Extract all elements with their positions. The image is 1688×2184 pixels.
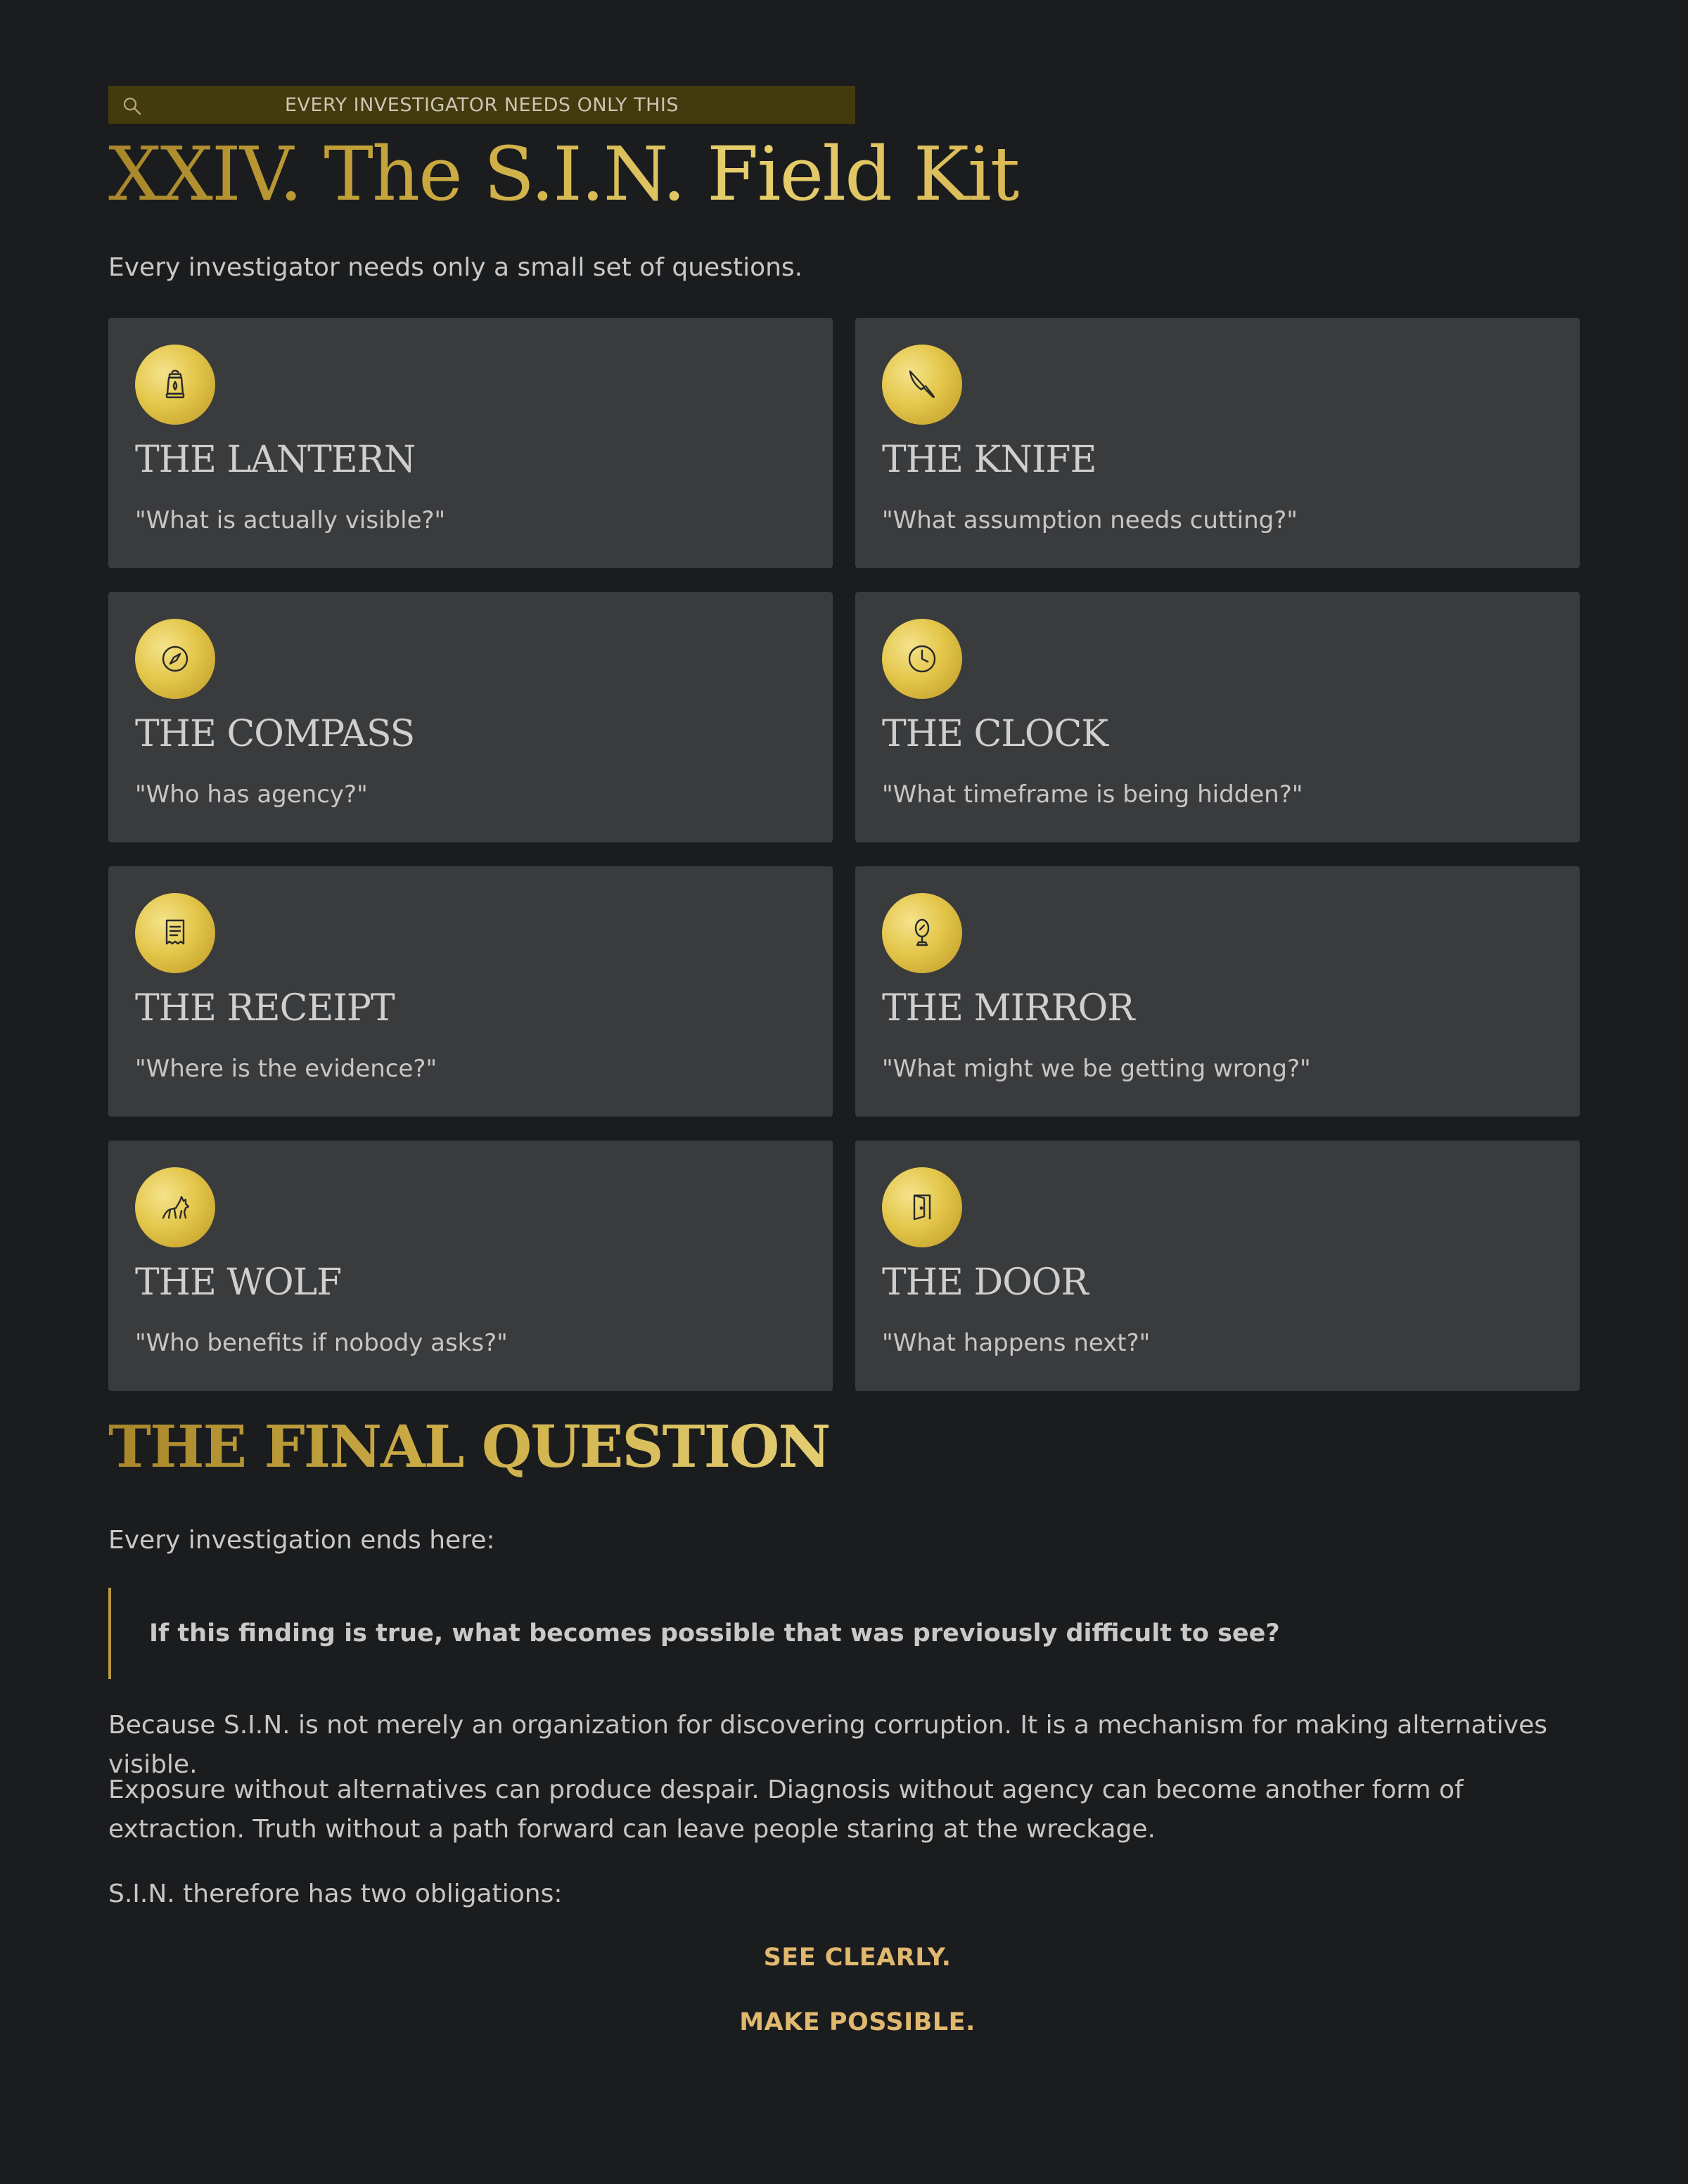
motto-see-clearly: SEE CLEARLY. — [763, 1944, 952, 1972]
final-intro: Every investigation ends here: — [108, 1526, 495, 1555]
motto-make-possible: MAKE POSSIBLE. — [739, 2008, 976, 2036]
tool-title: THE WOLF — [135, 1261, 342, 1304]
tool-question: "Where is the evidence?" — [135, 1055, 437, 1083]
tool-card-receipt — [108, 866, 833, 1117]
knife-icon — [882, 345, 962, 425]
tool-card-mirror — [855, 866, 1580, 1117]
final-quote-text: If this finding is true, what becomes possible that was previously difficult to see? — [149, 1619, 1280, 1647]
tool-question: "What might we be getting wrong?" — [882, 1055, 1311, 1083]
compass-icon — [135, 619, 215, 699]
paragraph: S.I.N. therefore has two obligations: — [108, 1880, 563, 1908]
tool-card-lantern — [108, 318, 833, 568]
search-icon[interactable] — [121, 95, 143, 117]
tool-title: THE COMPASS — [135, 713, 415, 755]
search-banner[interactable] — [108, 86, 855, 124]
tool-title: THE RECEIPT — [135, 987, 395, 1029]
paragraph: Because S.I.N. is not merely an organization for discovering corruption. It is a mechanism for making alternatives visible. — [108, 1711, 1547, 1779]
tool-card-knife — [855, 318, 1580, 568]
tool-question: "What is actually visible?" — [135, 506, 446, 534]
banner-text: EVERY INVESTIGATOR NEEDS ONLY THIS — [284, 94, 679, 116]
tool-question: "What happens next?" — [882, 1329, 1151, 1357]
lantern-icon — [135, 345, 215, 425]
paragraph: Exposure without alternatives can produce despair. Diagnosis without agency can become another form of extraction. Truth without a path forward can leave people staring at the wreckage. — [108, 1775, 1464, 1844]
door-icon — [882, 1167, 962, 1247]
tool-question: "What assumption needs cutting?" — [882, 506, 1298, 534]
wolf-icon — [135, 1167, 215, 1247]
tool-title: THE KNIFE — [882, 439, 1096, 481]
tool-title: THE MIRROR — [882, 987, 1134, 1029]
tool-card-clock — [855, 592, 1580, 842]
tool-card-door — [855, 1141, 1580, 1391]
final-question-title: THE FINAL QUESTION — [108, 1413, 830, 1481]
mirror-icon — [882, 893, 962, 973]
tool-card-compass — [108, 592, 833, 842]
tool-question: "Who benefits if nobody asks?" — [135, 1329, 508, 1357]
tool-question: "What timeframe is being hidden?" — [882, 781, 1303, 809]
tool-title: THE CLOCK — [882, 713, 1108, 755]
clock-icon — [882, 619, 962, 699]
tool-title: THE DOOR — [882, 1261, 1088, 1304]
tool-card-wolf — [108, 1141, 833, 1391]
receipt-icon — [135, 893, 215, 973]
final-quote — [108, 1588, 1580, 1679]
tool-title: THE LANTERN — [135, 439, 416, 481]
intro-text: Every investigator needs only a small set of questions. — [108, 253, 803, 282]
page-title: XXIV. The S.I.N. Field Kit — [108, 131, 1019, 217]
tool-question: "Who has agency?" — [135, 781, 368, 809]
